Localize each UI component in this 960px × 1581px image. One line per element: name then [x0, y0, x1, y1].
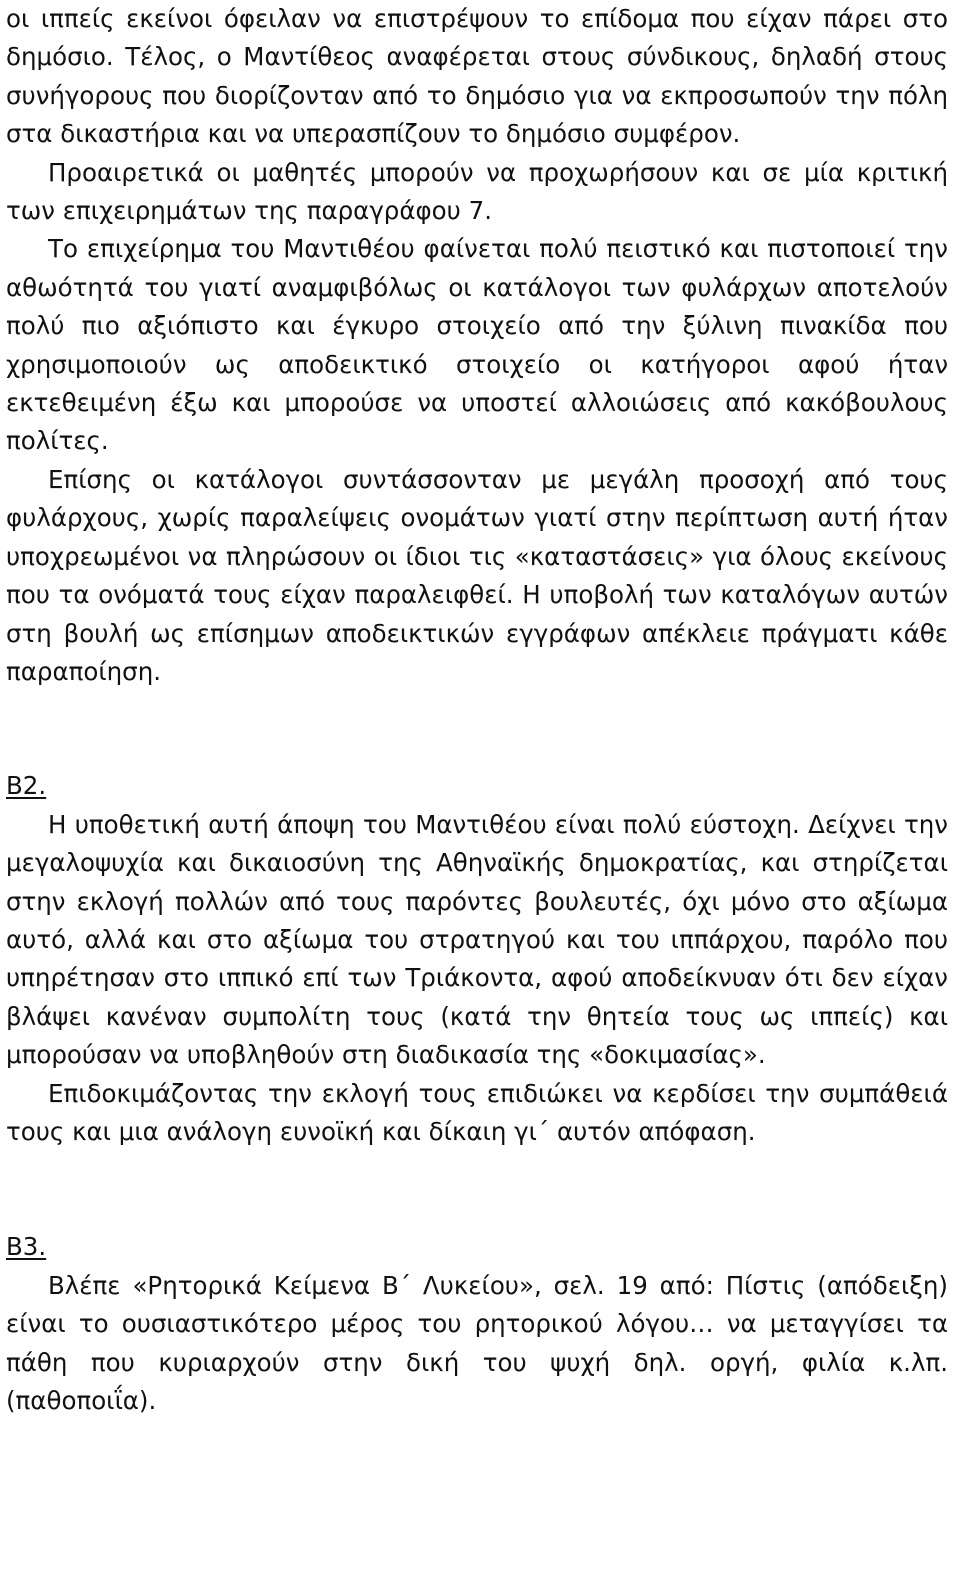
section-heading-b3: Β3.	[6, 1232, 47, 1262]
section-a	[6, 0, 948, 691]
paragraph-continuation: οι ιππείς εκείνοι όφειλαν να επιστρέψουν το επίδομα που είχαν πάρει στο δημόσιο. Τέλος, ο Μαντίθεος αναφέρεται στους σύνδικους, δηλαδή στους συνήγορους που διορίζονταν από το δημόσιο για να εκπροσωπούν την πόλη στα δικαστήρια και να υπερασπίζουν το δημόσιο συμφέρον.	[6, 4, 948, 149]
paragraph-b2-second: Επιδοκιμάζοντας την εκλογή τους επιδιώκει να κερδίσει την συμπάθειά τους και μια ανάλογη ευνοϊκή και δίκαιη γι΄ αυτόν απόφαση.	[6, 1078, 948, 1146]
document-page	[6, 0, 948, 1420]
section-heading-b2: Β2.	[6, 771, 47, 801]
section-b3	[6, 1228, 948, 1420]
paragraph-optional-critique: Προαιρετικά οι μαθητές μπορούν να προχωρήσουν και σε μία κριτική των επιχειρημάτων της παραγράφου 7.	[6, 157, 948, 226]
section-spacer	[6, 691, 948, 767]
section-b2	[6, 767, 948, 1151]
paragraph-catalogues: Επίσης οι κατάλογοι συντάσσονταν με μεγάλη προσοχή από τους φυλάρχους, χωρίς παραλείψεις ονομάτων γιατί στην περίπτωση αυτή ήταν υποχρεωμένοι να πληρώσουν οι ίδιοι τις «καταστάσεις» για όλους εκείνους που τα ονόματά τους είχαν παραλειφθεί. Η υποβολή των καταλόγων αυτών στη βουλή ως επίσημων αποδεικτικών εγγράφων απέκλειε πράγματι κάθε παραποίηση.	[6, 464, 948, 686]
paragraph-b2-first: Η υποθετική αυτή άποψη του Μαντιθέου είναι πολύ εύστοχη. Δείχνει την μεγαλοψυχία και δικαιοσύνη της Αθηναϊκής δημοκρατίας, και στηρίζεται στην εκλογή πολλών από τους παρόντες βουλευτές, όχι μόνο στο αξίωμα αυτό, αλλά και στο αξίωμα του στρατηγού και του ιππάρχου, παρόλο που υπηρέτησαν στο ιππικό επί των Τριάκοντα, αφού αποδείκνυαν ότι δεν είχαν βλάψει κανέναν συμπολίτη τους (κατά την θητεία τους ως ιππείς) και μπορούσαν να υποβληθούν στη διαδικασία της «δοκιμασίας».	[6, 809, 948, 1070]
section-spacer	[6, 1151, 948, 1228]
paragraph-argument-evaluation: Το επιχείρημα του Μαντιθέου φαίνεται πολύ πειστικό και πιστοποιεί την αθωότητά του γιατί αναμφιβόλως οι κατάλογοι των φυλάρχων αποτελούν πολύ πιο αξιόπιστο και έγκυρο στοιχείο από την ξύλινη πινακίδα που χρησιμοποιούν ως αποδεικτικό στοιχείο οι κατήγοροι αφού ήταν εκτεθειμένη έξω και μπορούσε να υποστεί αλλοιώσεις από κακόβουλους πολίτες.	[6, 234, 948, 456]
paragraph-b3-first: Βλέπε «Ρητορικά Κείμενα Β΄ Λυκείου», σελ. 19 από: Πίστις (απόδειξη) είναι το ουσιαστικότερο μέρος του ρητορικού λόγου… να μεταγγίσει τα πάθη που κυριαρχούν στην δική του ψυχή δηλ. οργή, φιλία κ.λπ. (παθοποιΐα).	[6, 1270, 948, 1415]
